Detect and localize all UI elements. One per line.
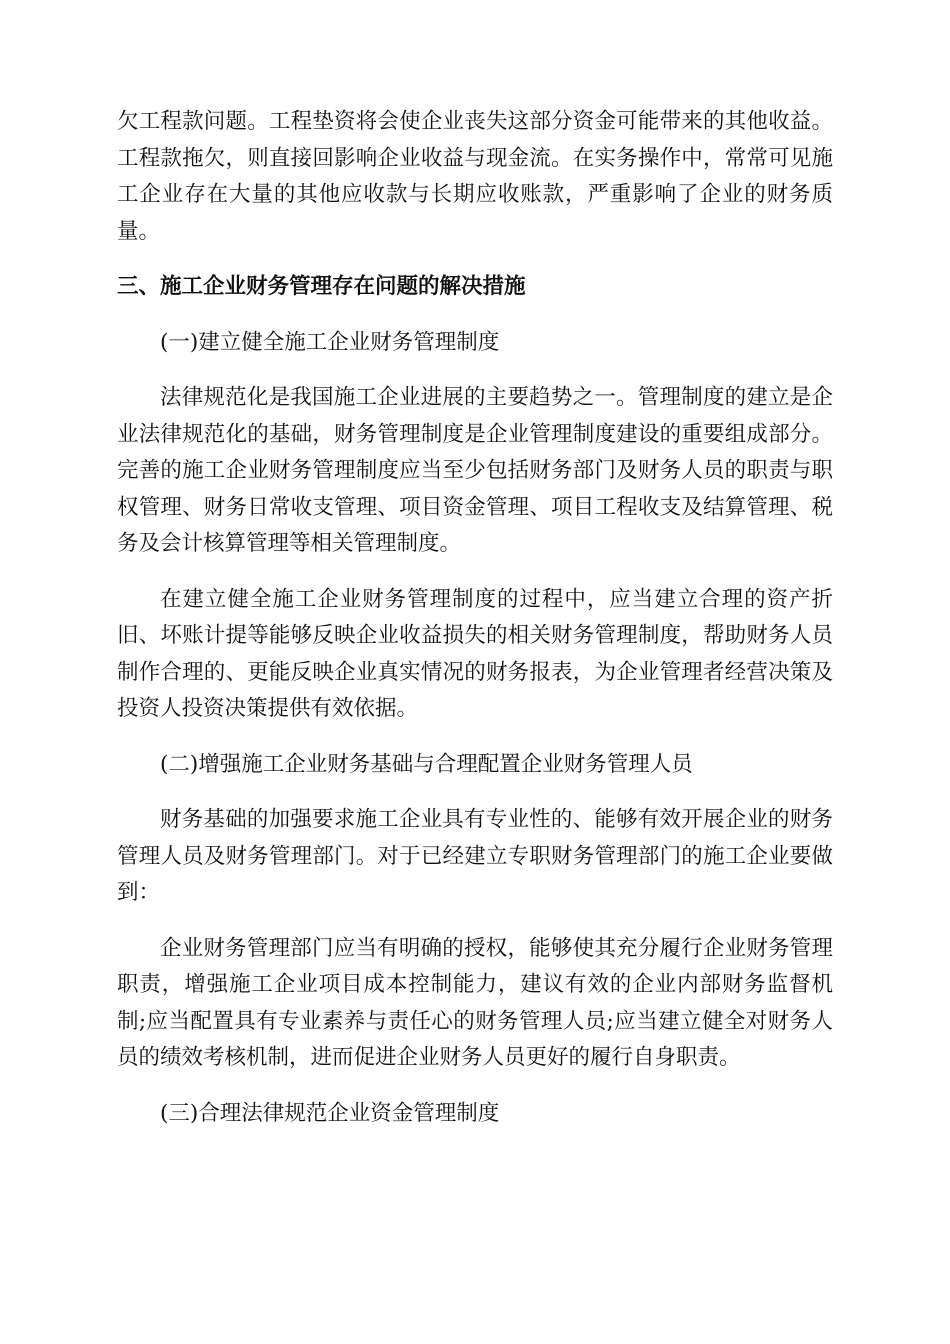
paragraph-foundation: 财务基础的加强要求施工企业具有专业性的、能够有效开展企业的财务管理人员及财务管理部门。对于已经建立专职财务管理部门的施工企业要做到： bbox=[117, 807, 833, 905]
paragraph-depreciation: 在建立健全施工企业财务管理制度的过程中，应当建立合理的资产折旧、坏账计提等能够反映企业收益损失的相关财务管理制度，帮助财务人员制作合理的、更能反映企业真实情况的财务报表，为企业管理者经营决策及投资人投资决策提供有效依据。 bbox=[117, 586, 833, 721]
subheading-3: (三)合理法律规范企业资金管理制度 bbox=[160, 1100, 500, 1126]
subheading-2: (二)增强施工企业财务基础与合理配置企业财务管理人员 bbox=[160, 751, 693, 777]
section-heading: 三、施工企业财务管理存在问题的解决措施 bbox=[117, 274, 526, 299]
paragraph-legal: 法律规范化是我国施工企业进展的主要趋势之一。管理制度的建立是企业法律规范化的基础，财务管理制度是企业管理制度建设的重要组成部分。完善的施工企业财务管理制度应当至少包括财务部门及财务人员的职责与职权管理、财务日常收支管理、项目资金管理、项目工程收支及结算管理、税务及会计核算管理等相关管理制度。 bbox=[117, 385, 833, 556]
document-page bbox=[117, 104, 833, 1132]
subheading-1: (一)建立健全施工企业财务管理制度 bbox=[160, 329, 500, 355]
paragraph-department: 企业财务管理部门应当有明确的授权，能够使其充分履行企业财务管理职责，增强施工企业项目成本控制能力，建议有效的企业内部财务监督机制;应当配置具有专业素养与责任心的财务管理人员;应当建立健全对财务人员的绩效考核机制，进而促进企业财务人员更好的履行自身职责。 bbox=[117, 935, 833, 1070]
paragraph-carryover: 欠工程款问题。工程垫资将会使企业丧失这部分资金可能带来的其他收益。工程款拖欠，则直接回影响企业收益与现金流。在实务操作中，常常可见施工企业存在大量的其他应收款与长期应收账款，严重影响了企业的财务质量。 bbox=[117, 109, 833, 244]
